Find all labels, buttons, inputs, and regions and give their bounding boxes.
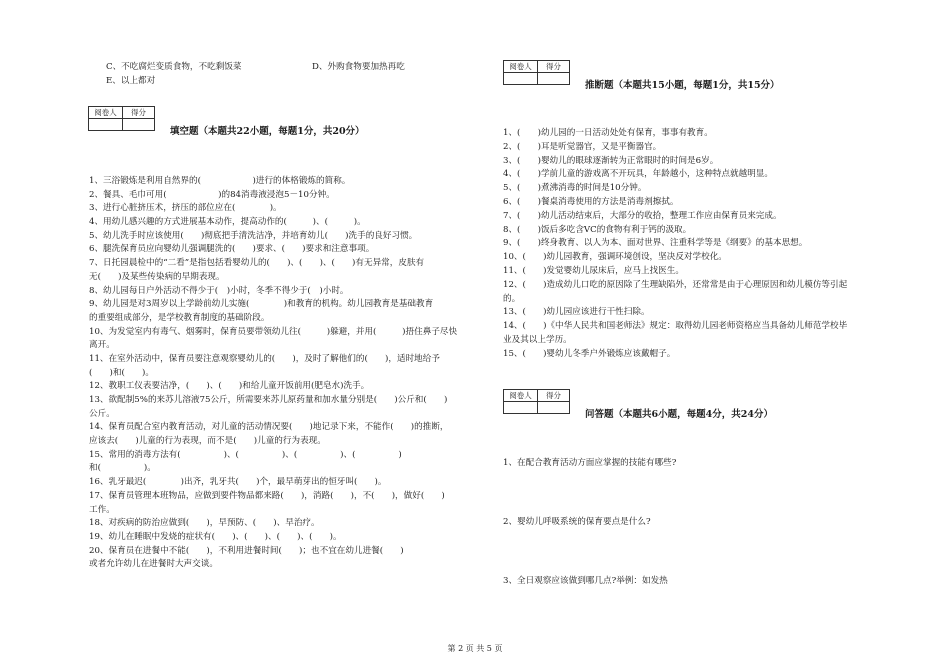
list-item: 12、( )造成幼儿口吃的原因除了生理缺陷外，还常常是由于心理原因和幼儿模仿等引起 bbox=[503, 279, 848, 290]
list-item: 11、在室外活动中，保育员要注意观察婴幼儿的( )，及时了解他们的( )，适时地给予 bbox=[89, 353, 440, 364]
list-item: 14、( )《中华人民共和国老师法》规定：取得幼儿园老师资格应当具备幼儿师范学校毕 bbox=[503, 321, 848, 332]
list-item: 14、保育员配合室内教育活动，对儿童的活动情况要( )地记录下来，不能作( )的推断， bbox=[89, 422, 449, 433]
list-item: 18、对疾病的防治应做到( )，早预防、( )、早治疗。 bbox=[89, 518, 320, 529]
list-item: 公斤。 bbox=[89, 408, 115, 419]
score-cell bbox=[538, 402, 570, 414]
list-item: 5、( )煮沸消毒的时间是10分钟。 bbox=[503, 183, 647, 194]
page-number: 第 2 页 共 5 页 bbox=[447, 644, 503, 653]
list-item: 4、用幼儿感兴趣的方式进展基本动作，提高动作的( )、( )。 bbox=[89, 217, 366, 228]
list-item: 无( )及某些传染病的早期表现。 bbox=[89, 271, 225, 282]
list-item: 3、( )婴幼儿的眼球逐渐转为正常眼时的时间是6岁。 bbox=[503, 155, 719, 166]
option-c: C、不吃腐烂变质食物，不吃剩饭菜 bbox=[106, 62, 242, 72]
list-item: 16、乳牙最迟( )出齐，乳牙共( )个，最早萌芽出的恒牙叫( )。 bbox=[89, 477, 387, 488]
qa-question-1: 1、在配合教育活动方面应掌握的技能有哪些? bbox=[503, 458, 677, 468]
list-item: 2、餐具、毛巾可用( )的84消毒液浸泡5－10分钟。 bbox=[89, 189, 335, 200]
list-item: 业及其以上学历。 bbox=[503, 334, 572, 345]
list-item: 2、( )耳是听觉器官，又是平衡器官。 bbox=[503, 141, 662, 152]
judgment-list bbox=[503, 127, 903, 362]
list-item: 11、( )发觉婴幼儿尿床后，应马上找医生。 bbox=[503, 265, 684, 276]
qa-title: 问答题（本题共6小题，每题4分，共24分） bbox=[585, 409, 773, 420]
list-item: 5、幼儿洗手时应该使用( )彻底把手清洗洁净，并培育幼儿( )洗手的良好习惯。 bbox=[89, 230, 418, 241]
list-item: 12、教职工仪表要洁净，( )、( )和给儿童开饭前用(肥皂水)洗手。 bbox=[89, 381, 370, 392]
qa-question-3: 3、全日观察应该做到哪几点?举例：如发热 bbox=[503, 576, 668, 586]
list-item: 15、常用的消毒方法有( )、( )、( )、( ) bbox=[89, 449, 402, 460]
score-label: 得分 bbox=[123, 107, 155, 119]
list-item: 13、( )幼儿园应该进行干性扫除。 bbox=[503, 307, 650, 318]
list-item: 应该去( )儿童的行为表现，而不是( )儿童的行为表现。 bbox=[89, 436, 326, 447]
fill-blank-list bbox=[89, 175, 484, 572]
list-item: 7、日托园晨检中的“二看”是指包括看婴幼儿的( )、( )、( )有无异常，皮肤有 bbox=[89, 258, 425, 269]
fill-blank-title: 填空题（本题共22小题，每题1分，共20分） bbox=[170, 126, 365, 137]
list-item: 6、腿洗保育员应向婴幼儿强调腿洗的( )要求、( )要求和注意事项。 bbox=[89, 244, 375, 255]
score-label: 得分 bbox=[538, 390, 570, 402]
list-item: 8、幼儿园每日户外活动不得少于( )小时，冬季不得少于( )小时。 bbox=[89, 285, 349, 296]
list-item: 1、( )幼儿园的一日活动处处有保育，事事有教育。 bbox=[503, 128, 713, 138]
list-item: 3、进行心脏挤压术，挤压的部位应在( )。 bbox=[89, 203, 282, 214]
judgment-title: 推断题（本题共15小题，每题1分，共15分） bbox=[585, 80, 780, 91]
list-item: 10、为发觉室内有毒气、烟雾时，保育员要带领幼儿往( )躲避，并用( )捂住鼻子尽快 bbox=[89, 326, 458, 337]
score-label: 得分 bbox=[538, 61, 570, 73]
list-item: 19、幼儿在睡眠中发烧的症状有( )、( )、( )、( )。 bbox=[89, 531, 342, 542]
score-box-qa bbox=[503, 389, 570, 414]
reviewer-cell bbox=[504, 73, 538, 85]
list-item: 1、三浴锻炼是利用自然界的( )进行的体格锻炼的简称。 bbox=[89, 176, 351, 186]
reviewer-label: 阅卷人 bbox=[504, 390, 538, 402]
list-item: 6、( )餐桌消毒使用的方法是消毒剂擦拭。 bbox=[503, 196, 679, 207]
reviewer-cell bbox=[504, 402, 538, 414]
qa-question-2: 2、婴幼儿呼吸系统的保育要点是什么? bbox=[503, 517, 651, 527]
list-item: ( )和( )。 bbox=[89, 367, 154, 378]
list-item: 8、( )饭后多吃含VC的食物有利于钙的汲取。 bbox=[503, 224, 692, 235]
list-item: 和( )。 bbox=[89, 463, 156, 474]
score-box-judgment bbox=[503, 60, 570, 85]
list-item: 离开。 bbox=[89, 340, 115, 351]
option-d: D、外购食物要加热再吃 bbox=[312, 62, 405, 72]
reviewer-label: 阅卷人 bbox=[504, 61, 538, 73]
list-item: 10、( )幼儿园教育，强调环境创设，坚决反对学校化。 bbox=[503, 252, 727, 263]
list-item: 9、( )终身教育、以人为本、面对世界、注重科学等是《纲要》的基本思想。 bbox=[503, 238, 808, 249]
option-e: E、以上都对 bbox=[106, 76, 156, 86]
list-item: 的重要组成部分，是学校教育制度的基础阶段。 bbox=[89, 312, 270, 323]
reviewer-cell bbox=[89, 119, 123, 131]
score-box-fill-blank bbox=[88, 106, 155, 131]
list-item: 20、保育员在进餐中不能( )，不利用进餐时间( )；也不宜在幼儿进餐( ) bbox=[89, 545, 404, 556]
list-item: 17、保育员管理本班物品，应做到要件物品都来路( )，消路( )，不( )，做好( ) bbox=[89, 490, 445, 501]
score-cell bbox=[123, 119, 155, 131]
list-item: 或者允许幼儿在进餐时大声交谈。 bbox=[89, 559, 218, 570]
reviewer-label: 阅卷人 bbox=[89, 107, 123, 119]
list-item: 4、( )学前儿童的游戏离不开玩具，年龄越小，这种特点就越明显。 bbox=[503, 169, 773, 180]
list-item: 的。 bbox=[503, 293, 521, 304]
list-item: 15、( )婴幼儿冬季户外锻炼应该戴帽子。 bbox=[503, 348, 676, 359]
list-item: 13、欲配制5%的来苏儿溶液75公斤，所需要来苏儿原药量和加水量分别是( )公斤和( ) bbox=[89, 395, 448, 405]
list-item: 工作。 bbox=[89, 504, 115, 515]
list-item: 7、( )幼儿活动结束后，大部分的收拾，整理工作应由保育员来完成。 bbox=[503, 210, 782, 221]
list-item: 9、幼儿园是对3周岁以上学龄前幼儿实施( )和教育的机构。幼儿园教育是基础教育 bbox=[89, 299, 434, 310]
score-cell bbox=[538, 73, 570, 85]
